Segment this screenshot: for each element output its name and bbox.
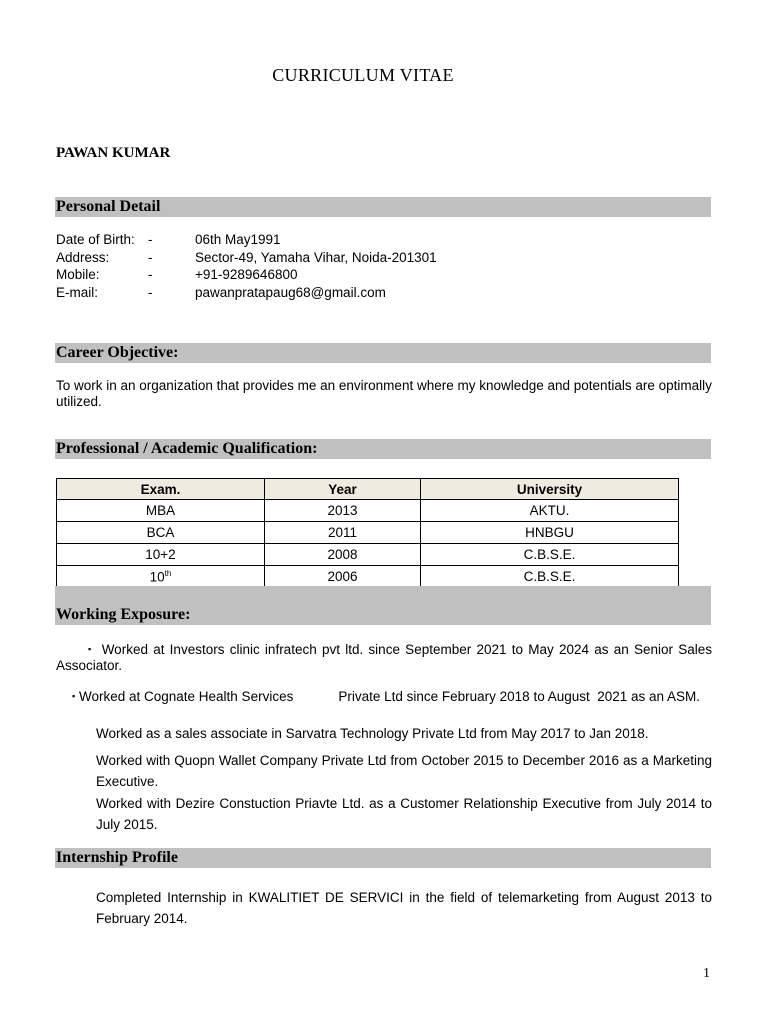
cell-exam bbox=[57, 566, 265, 588]
cell-university: C.B.S.E. bbox=[421, 566, 679, 588]
section-heading-work: Working Exposure: bbox=[55, 586, 711, 625]
career-objective-text: To work in an organization that provides me an environment where my knowledge and potentials are optimally utilized. bbox=[56, 378, 712, 409]
detail-value: Sector-49, Yamaha Vihar, Noida-201301 bbox=[195, 250, 437, 265]
cell-year: 2013 bbox=[265, 500, 421, 522]
work-item-text: Worked at Investors clinic infratech pvt ltd. since September 2021 to May 2024 as an Senior Sales Associator. bbox=[56, 642, 712, 673]
table-row bbox=[57, 522, 679, 544]
column-header-year: Year bbox=[265, 479, 421, 500]
square-bullet-icon: ▪ bbox=[88, 644, 92, 654]
cell-exam-number: 10 bbox=[149, 569, 165, 585]
cell-university: AKTU. bbox=[421, 500, 679, 522]
internship-text: Completed Internship in KWALITIET DE SERVICI in the field of telemarketing from August 2013 to February 2014. bbox=[96, 890, 712, 926]
detail-value: 06th May1991 bbox=[195, 232, 281, 247]
detail-separator: - bbox=[148, 267, 153, 282]
cell-year: 2006 bbox=[265, 566, 421, 588]
cell-year: 2011 bbox=[265, 522, 421, 544]
internship-item bbox=[72, 887, 712, 929]
cell-university: C.B.S.E. bbox=[421, 544, 679, 566]
document-title: CURRICULUM VITAE bbox=[272, 65, 454, 85]
work-bullet-item bbox=[72, 793, 712, 835]
work-bullet-text: Worked as a sales associate in Sarvatra Technology Private Ltd from May 2017 to Jan 2018. bbox=[96, 726, 649, 741]
work-item bbox=[56, 641, 712, 674]
work-bullet-text: Worked with Quopn Wallet Company Private Ltd from October 2015 to December 2016 as a Marketing Executive. bbox=[96, 753, 712, 789]
column-header-exam: Exam. bbox=[57, 479, 265, 500]
section-heading-qualification: Professional / Academic Qualification: bbox=[55, 439, 711, 459]
detail-separator: - bbox=[148, 250, 153, 265]
work-bullet-text: Worked with Dezire Constuction Priavte Ltd. as a Customer Relationship Executive from July 2014 to July 2015. bbox=[96, 796, 712, 832]
cell-exam: MBA bbox=[57, 500, 265, 522]
section-heading-career: Career Objective: bbox=[55, 343, 711, 363]
section-heading-internship: Internship Profile bbox=[55, 848, 711, 868]
detail-label: E-mail: bbox=[56, 285, 99, 300]
detail-separator: - bbox=[148, 285, 153, 300]
detail-label: Mobile: bbox=[56, 267, 100, 282]
qualification-table bbox=[56, 478, 679, 588]
cell-exam: 10+2 bbox=[57, 544, 265, 566]
square-bullet-icon: ▪ bbox=[72, 691, 76, 701]
detail-value: pawanpratapaug68@gmail.com bbox=[195, 285, 386, 300]
cell-university: HNBGU bbox=[421, 522, 679, 544]
table-header-row bbox=[57, 479, 679, 500]
table-row bbox=[57, 544, 679, 566]
detail-label: Date of Birth: bbox=[56, 232, 135, 247]
detail-label: Address: bbox=[56, 250, 110, 265]
table-row bbox=[57, 500, 679, 522]
detail-separator: - bbox=[148, 232, 153, 247]
cell-exam: BCA bbox=[57, 522, 265, 544]
work-item bbox=[56, 688, 712, 705]
column-header-university: University bbox=[421, 479, 679, 500]
detail-value: +91-9289646800 bbox=[195, 267, 298, 282]
work-item-text: Worked at Cognate Health Services Private Ltd since February 2018 to August 2021 as an ASM. bbox=[78, 689, 701, 704]
page-number: 1 bbox=[703, 966, 710, 981]
table-row bbox=[57, 566, 679, 588]
candidate-name: PAWAN KUMAR bbox=[56, 145, 171, 161]
cell-exam-superscript: th bbox=[164, 568, 172, 578]
work-bullet-item bbox=[72, 723, 712, 744]
cell-year: 2008 bbox=[265, 544, 421, 566]
section-heading-personal: Personal Detail bbox=[55, 197, 711, 217]
work-bullet-item bbox=[72, 750, 712, 792]
